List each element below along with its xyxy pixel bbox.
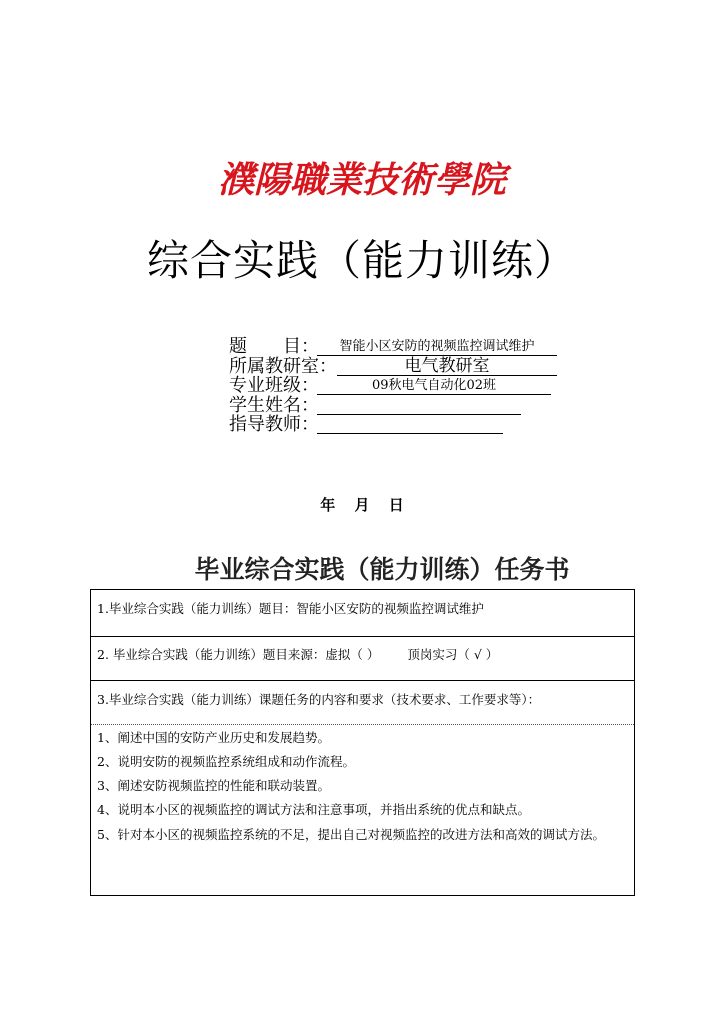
topic-value: 智能小区安防的视频监控调试维护 [317, 339, 557, 356]
task-table [90, 589, 635, 896]
date-line: 年 月 日 [320, 496, 404, 514]
source-virtual: 2. 毕业综合实践（能力训练）题目来源：虚拟（ ） [97, 647, 380, 662]
table-row-topic: 1.毕业综合实践（能力训练）题目：智能小区安防的视频监控调试维护 [91, 590, 634, 637]
requirement-item: 5、针对本小区的视频监控系统的不足，提出自己对视频监控的改进方法和高效的调试方法。 [97, 827, 605, 842]
table-row-requirements-header: 3.毕业综合实践（能力训练）课题任务的内容和要求（技术要求、工作要求等）： [91, 681, 634, 725]
dept-value: 电气教研室 [337, 359, 557, 376]
advisor-label: 指导教师： [229, 414, 319, 435]
topic-label: 题 目： [229, 336, 319, 357]
info-block [229, 337, 589, 435]
table-row-source [91, 637, 634, 681]
dept-row [229, 357, 589, 377]
requirement-item: 3、阐述安防视频监控的性能和联动装置。 [97, 778, 330, 793]
student-value [317, 398, 521, 415]
source-internship: 顶岗实习（ √ ） [407, 647, 499, 662]
task-book-title: 毕业综合实践（能力训练）任务书 [194, 555, 570, 584]
advisor-value [317, 417, 503, 434]
advisor-row [229, 415, 589, 435]
class-label: 专业班级： [229, 375, 319, 396]
dept-label: 所属教研室： [229, 355, 337, 377]
requirement-item: 2、说明安防的视频监控系统组成和动作流程。 [97, 754, 355, 769]
table-row-requirements [91, 725, 634, 895]
topic-row [229, 337, 589, 357]
main-title: 综合实践（能力训练） [146, 236, 577, 285]
student-label: 学生姓名： [229, 394, 319, 416]
requirement-item: 1、阐述中国的安防产业历史和发展趋势。 [97, 730, 330, 745]
student-row [229, 396, 589, 416]
requirement-item: 4、说明本小区的视频监控的调试方法和注意事项，并指出系统的优点和缺点。 [97, 802, 530, 817]
class-value: 09秋电气自动化02班 [317, 378, 551, 395]
school-logo: 濮陽職業技術學院 [217, 159, 506, 201]
class-row [229, 376, 589, 396]
